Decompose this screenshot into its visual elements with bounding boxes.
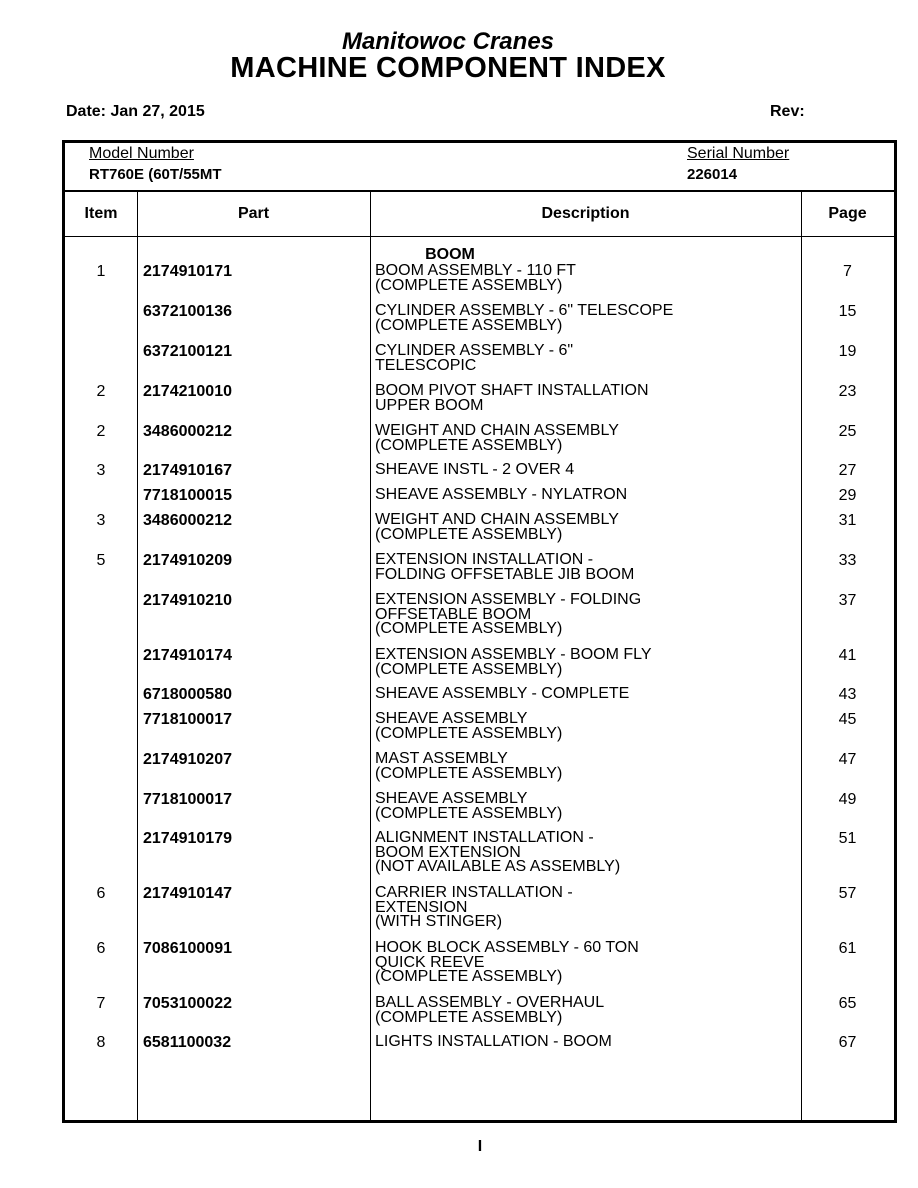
row-part: 7718100015 [143,487,232,504]
row-item: 3 [96,462,106,479]
row-item: 1 [96,263,106,280]
row-part: 2174910179 [143,830,232,847]
row-part: 7086100091 [143,940,232,957]
column-divider [137,191,138,1120]
row-item: 5 [96,552,106,569]
serial-number-label: Serial Number [687,145,790,162]
row-page: 31 [838,512,857,529]
row-description: MAST ASSEMBLY (COMPLETE ASSEMBLY) [375,750,563,782]
row-part: 2174910174 [143,647,232,664]
row-page: 61 [838,940,857,957]
date-text: Date: Jan 27, 2015 [66,103,205,120]
row-description: EXTENSION ASSEMBLY - FOLDING OFFSETABLE BOOM (COMPLETE ASSEMBLY) [375,591,642,637]
row-description: HOOK BLOCK ASSEMBLY - 60 TON QUICK REEVE (COMPLETE ASSEMBLY) [375,939,639,985]
serial-number-value: 226014 [687,166,738,183]
model-number-label: Model Number [89,145,194,162]
row-description: SHEAVE ASSEMBLY (COMPLETE ASSEMBLY) [375,710,563,742]
row-description: BOOM ASSEMBLY - 110 FT (COMPLETE ASSEMBLY) [375,262,576,294]
row-part: 6718000580 [143,686,232,703]
row-part: 2174910167 [143,462,232,479]
row-description: WEIGHT AND CHAIN ASSEMBLY (COMPLETE ASSEMBLY) [375,422,619,454]
row-page: 65 [838,995,857,1012]
row-item: 6 [96,885,106,902]
row-page: 15 [838,303,857,320]
model-number-value: RT760E (60T/55MT [89,166,222,183]
row-part: 2174910171 [143,263,232,280]
row-part: 3486000212 [143,423,232,440]
row-part: 2174910147 [143,885,232,902]
row-page: 37 [838,592,857,609]
row-page: 25 [838,423,857,440]
row-page: 7 [843,263,852,280]
row-page: 51 [838,830,857,847]
row-page: 49 [838,791,857,808]
column-header-part: Part [237,205,270,222]
page-title: MACHINE COMPONENT INDEX [230,52,666,84]
row-item: 7 [96,995,106,1012]
column-header-page: Page [828,205,867,222]
row-description: BALL ASSEMBLY - OVERHAUL (COMPLETE ASSEMBLY) [375,994,605,1026]
row-part: 7718100017 [143,791,232,808]
row-item: 8 [96,1034,106,1051]
row-description: EXTENSION ASSEMBLY - BOOM FLY (COMPLETE ASSEMBLY) [375,646,652,678]
row-description: ALIGNMENT INSTALLATION - BOOM EXTENSION (NOT AVAILABLE AS ASSEMBLY) [375,829,621,875]
row-page: 27 [838,462,857,479]
row-description: CYLINDER ASSEMBLY - 6" TELESCOPIC [375,342,574,374]
row-page: 29 [838,487,857,504]
row-part: 3486000212 [143,512,232,529]
column-divider [370,191,371,1120]
row-description: SHEAVE ASSEMBLY (COMPLETE ASSEMBLY) [375,790,563,822]
row-page: 41 [838,647,857,664]
row-part: 2174910207 [143,751,232,768]
row-page: 23 [838,383,857,400]
row-item: 2 [96,383,106,400]
row-description: BOOM PIVOT SHAFT INSTALLATION UPPER BOOM [375,382,649,414]
column-header-divider [65,236,894,237]
page-number: I [477,1138,483,1155]
row-page: 33 [838,552,857,569]
row-description: WEIGHT AND CHAIN ASSEMBLY (COMPLETE ASSEMBLY) [375,511,619,543]
row-part: 2174910210 [143,592,232,609]
row-part: 7053100022 [143,995,232,1012]
row-description: SHEAVE ASSEMBLY - NYLATRON [375,486,628,503]
row-page: 67 [838,1034,857,1051]
row-part: 6372100136 [143,303,232,320]
row-page: 57 [838,885,857,902]
row-page: 43 [838,686,857,703]
component-table [62,140,897,1123]
row-item: 3 [96,512,106,529]
row-part: 6581100032 [143,1034,232,1051]
column-header-item: Item [84,205,118,222]
row-page: 19 [838,343,857,360]
row-part: 7718100017 [143,711,232,728]
company-name: Manitowoc Cranes [341,28,555,55]
row-part: 2174910209 [143,552,232,569]
row-description: CARRIER INSTALLATION - EXTENSION (WITH STINGER) [375,884,573,930]
row-description: SHEAVE ASSEMBLY - COMPLETE [375,685,630,702]
row-description: SHEAVE INSTL - 2 OVER 4 [375,461,575,478]
row-page: 45 [838,711,857,728]
row-item: 6 [96,940,106,957]
section-heading: BOOM [425,246,475,263]
header-divider [65,190,894,192]
row-item: 2 [96,423,106,440]
row-description: LIGHTS INSTALLATION - BOOM [375,1033,612,1050]
row-description: CYLINDER ASSEMBLY - 6" TELESCOPE (COMPLETE ASSEMBLY) [375,302,674,334]
column-header-description: Description [541,205,630,222]
rev-text: Rev: [770,103,805,120]
row-page: 47 [838,751,857,768]
row-description: EXTENSION INSTALLATION - FOLDING OFFSETABLE JIB BOOM [375,551,635,583]
row-part: 6372100121 [143,343,232,360]
row-part: 2174210010 [143,383,232,400]
